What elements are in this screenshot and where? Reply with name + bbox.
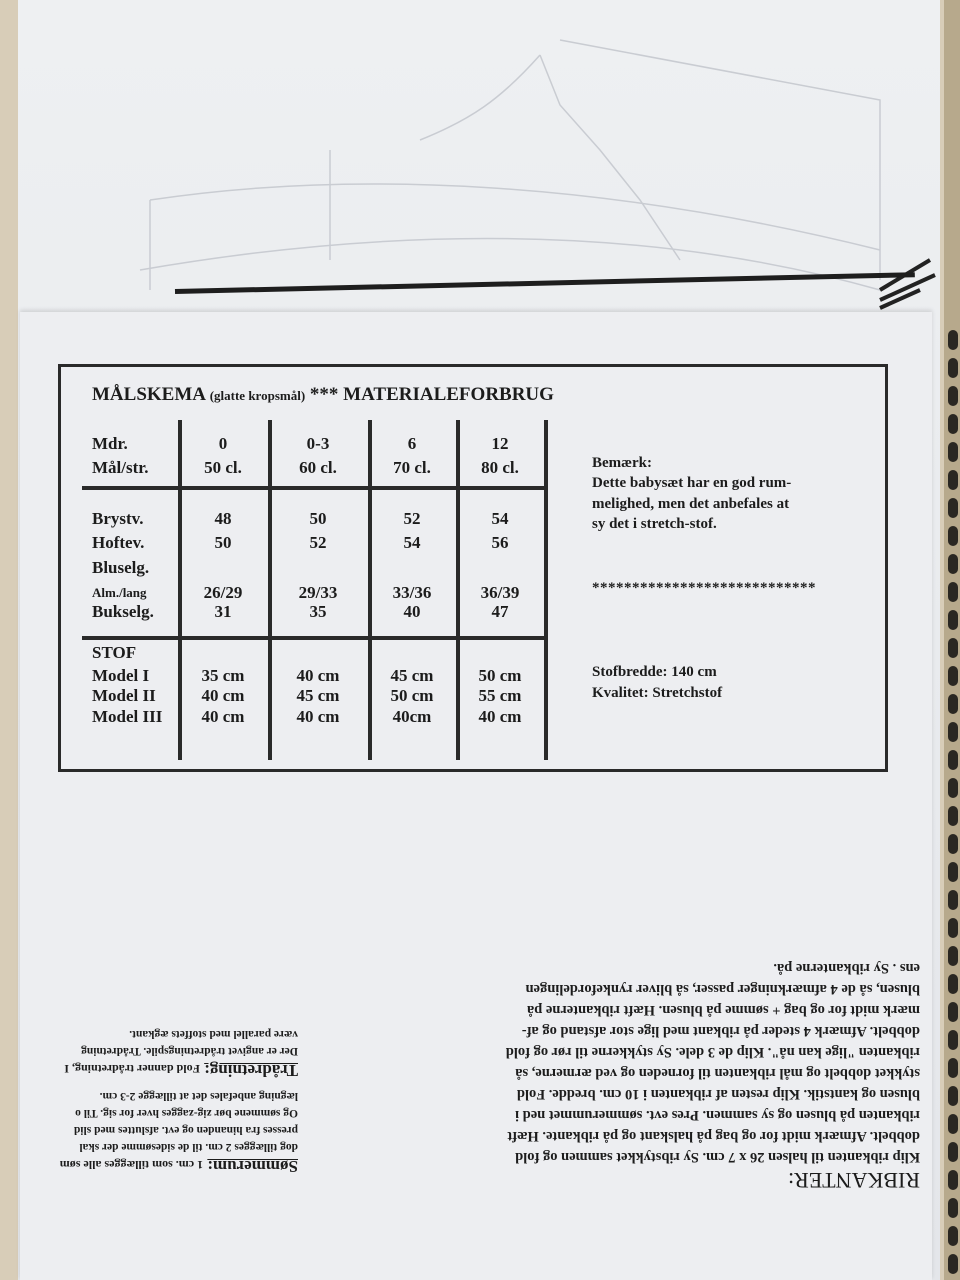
measure-value: 31 [214,602,232,621]
note-heading: Bemærk: [592,455,652,471]
tradretning-line: Der er angivet trådretningspile. Trådretning [81,1045,298,1057]
tradretning-title: Trådretning: [204,1061,298,1080]
table-subtitle: (glatte kropsmål) [209,388,306,403]
table-title: MÅLSKEMA [92,384,205,405]
tradretning-title-rest: Fold danner trådretning, I [64,1062,200,1076]
somrum-line: Og sømmene bør zig-zagges hver for sig. Til o [75,1107,298,1119]
fabric-width: Stofbredde: 140 cm [592,664,717,680]
measure-label: Alm./lang [92,585,147,600]
fabric-value: 45 cm [390,666,434,685]
measure-value: 40 [403,602,421,621]
note-line: sy det i stretch-stof. [592,516,717,532]
header-label: Mål/str. [92,458,149,477]
table-title-2: MATERIALEFORBRUG [343,384,554,405]
ribkanter-line: mærk midt for og bag + sømme på blusen. Hæft ribkanterne på [526,1002,920,1018]
ribkanter-line: dobbelt. Afmærk 4 steder på ribkant med lige stor afstand og af- [521,1023,920,1039]
measure-label: Brystv. [92,509,144,528]
fabric-value: 45 cm [296,686,340,705]
measure-value: 47 [491,602,509,621]
measure-value: 48 [214,509,232,528]
fabric-value: 40 cm [478,707,522,726]
somrum-clip [2,980,298,1180]
header-label: Mdr. [92,434,128,453]
header-month: 0 [218,434,228,453]
ribkanter-title: RIBKANTER: [788,1168,920,1193]
measure-value: 54 [491,509,509,528]
fabric-label: STOF [92,643,137,662]
header-month: 12 [491,434,509,453]
measure-value: 56 [491,533,509,552]
fabric-value: 50 cm [478,666,522,685]
tradretning-heading [64,1060,298,1080]
fabric-quality: Kvalitet: Stretchstof [592,685,723,701]
header-month: 0-3 [306,434,330,453]
fabric-value: 35 cm [201,666,245,685]
somrum-title-rest: 1 cm. som tillægges alle søm [59,1158,204,1172]
header-size: 60 cl. [299,458,337,477]
somrum-line: presses fra hinanden og evt. afsluttes med slid [73,1124,298,1136]
fabric-value: 40 cm [201,707,245,726]
fabric-model-label: Model III [92,707,163,726]
note-line: Dette babysæt har en god rum- [592,475,792,491]
fabric-model-label: Model II [92,686,156,705]
tradretning-line: være parallel med stoffets ægkant. [129,1028,298,1040]
measure-value: 54 [403,533,421,552]
ribkanter-line: ribkanten "lige kan nå". Klip de 3 dele. Sy stykkerne til rør og fold [505,1044,920,1060]
ribkanter-line: Klip ribkanten til halsen 26 x 7 cm. Sy ribstykket sammen og fold [515,1149,920,1165]
somrum-line: lægning anbefales det at tillægge 2-3 cm. [99,1090,298,1102]
measure-value: 50 [214,533,232,552]
ribkanter-line: stykket dobbelt og mål ribkanten til forneden og ved ærmerne, så [515,1065,920,1081]
measure-label: Bukselg. [92,602,154,621]
measure-value: 26/29 [203,583,243,602]
ribkanter-line: blusen, så de 4 afmærkninger passer, så bliver rynkefordelingen [525,981,920,997]
note-line: melighed, men det anbefales at [592,496,790,512]
header-size: 50 cl. [204,458,242,477]
measure-value: 52 [403,509,421,528]
measure-value: 52 [309,533,327,552]
ribkanter-line: ens . Sy ribkanterne på. [773,960,920,976]
measure-label: Hoftev. [92,533,145,552]
somrum-heading [60,1156,298,1176]
fabric-value: 40 cm [296,707,340,726]
fabric-value: 50 cm [390,686,434,705]
measure-value: 33/36 [392,583,432,602]
somrum-line: dog tillægges 2 cm. til de sidesømme der skal [79,1141,298,1153]
fabric-model-label: Model I [92,666,150,685]
measure-value: 29/33 [298,583,338,602]
fabric-value: 55 cm [478,686,522,705]
header-size: 80 cl. [481,458,519,477]
measure-value: 36/39 [480,583,520,602]
table-separator: *** [309,384,339,405]
header-month: 6 [407,434,417,453]
fabric-value: 40cm [392,707,432,726]
measure-value: 50 [309,509,327,528]
ribkanter-line: dobbelt. Afmærk midt for og bag på halskant og på ribkante. Hæft [507,1128,920,1144]
note-stars: **************************** [592,580,816,596]
ribkanter-line: ribkanten på blusen og sy sammen. Pres evt. sømmerummet ned i [515,1107,920,1123]
measure-value: 35 [309,602,327,621]
header-size: 70 cl. [393,458,431,477]
somrum-title: Sømmerum: [207,1157,298,1176]
measure-label: Bluselg. [92,558,150,577]
ribkanter-line: blusen og kantstik. Klip resten af ribkanten i 10 cm. bredde. Fold [516,1086,920,1102]
fabric-value: 40 cm [296,666,340,685]
fabric-value: 40 cm [201,686,245,705]
